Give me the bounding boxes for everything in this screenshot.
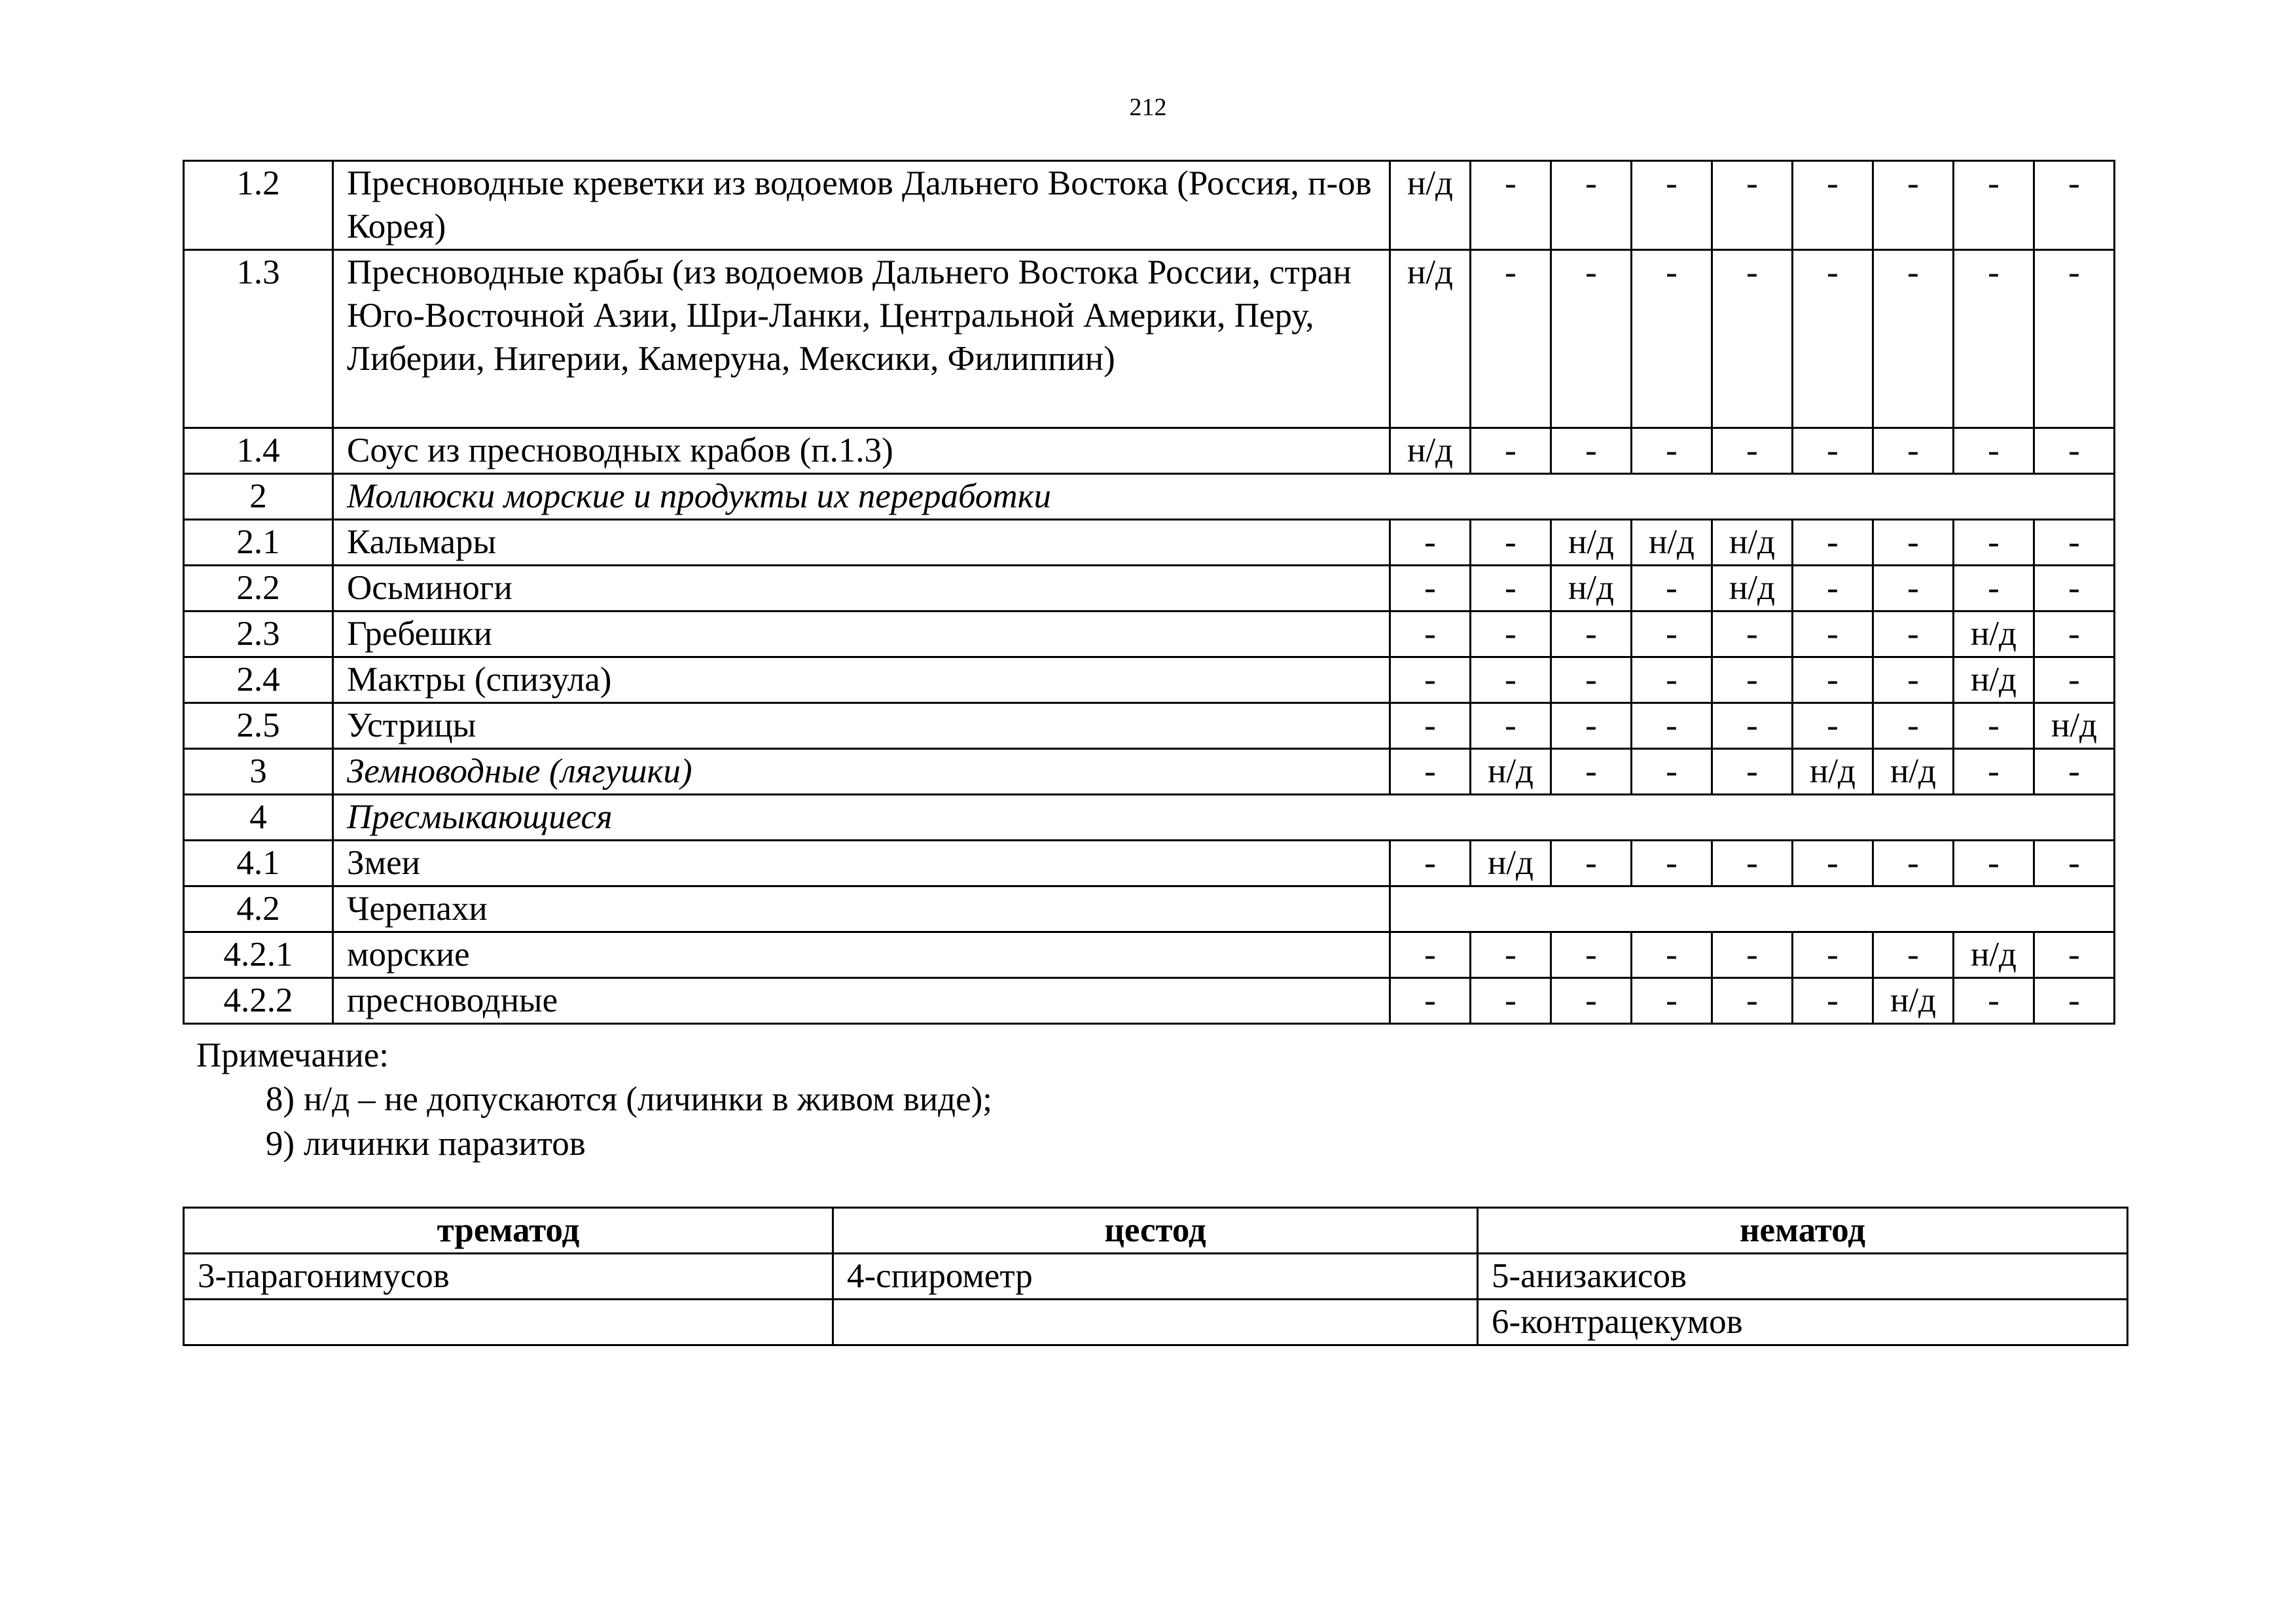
value-cell: - xyxy=(1551,611,1632,657)
row-name: пресноводные xyxy=(333,978,1390,1024)
value-cell: - xyxy=(1632,841,1712,886)
value-cell: - xyxy=(1954,841,2034,886)
row-name: Пресноводные крабы (из водоемов Дальнего Востока России, стран Юго-Восточной Азии, Шри-Ланки, Центральной Америки, Перу, Либерии, Нигерии, Камеруна, Мексики, Филиппин) xyxy=(333,250,1390,428)
table-row xyxy=(184,520,2115,566)
value-cell: - xyxy=(1954,566,2034,611)
legend-cell: 4-спирометр xyxy=(833,1254,1478,1300)
value-cell: - xyxy=(1712,703,1793,749)
value-cell: - xyxy=(1632,749,1712,795)
value-cell: - xyxy=(1551,703,1632,749)
note-list xyxy=(242,1077,992,1166)
value-cell: - xyxy=(1954,749,2034,795)
table-row xyxy=(184,161,2115,250)
value-cell: - xyxy=(2034,657,2115,703)
value-cell: н/д xyxy=(1712,566,1793,611)
value-cell: - xyxy=(1873,657,1954,703)
row-number: 1.3 xyxy=(184,250,333,428)
row-name: Земноводные (лягушки) xyxy=(333,749,1390,795)
legend-header-nematodes: нематод xyxy=(1478,1208,2128,1254)
note-item xyxy=(242,1077,992,1122)
value-cell: - xyxy=(2034,932,2115,978)
value-cell: н/д xyxy=(1471,841,1551,886)
row-number: 2 xyxy=(184,474,333,520)
value-cell: - xyxy=(1632,566,1712,611)
value-cell: - xyxy=(2034,841,2115,886)
value-cell: - xyxy=(1632,161,1712,250)
value-cell: - xyxy=(1390,932,1471,978)
value-cell: - xyxy=(1954,250,2034,428)
row-name: Моллюски морские и продукты их переработки xyxy=(333,474,2115,520)
value-cell: - xyxy=(1873,566,1954,611)
note-item-text: н/д – не допускаются (личинки в живом виде); xyxy=(304,1080,993,1118)
value-cell: н/д xyxy=(1551,520,1632,566)
value-cell: - xyxy=(1471,978,1551,1024)
table-row xyxy=(184,657,2115,703)
row-number: 1.4 xyxy=(184,428,333,474)
value-cell: - xyxy=(1712,428,1793,474)
value-cell: - xyxy=(1632,703,1712,749)
note-item-number: 9) xyxy=(265,1125,295,1163)
value-cell: - xyxy=(1954,161,2034,250)
value-cell: - xyxy=(1390,978,1471,1024)
value-cell: - xyxy=(1551,250,1632,428)
row-name: Черепахи xyxy=(333,886,1390,932)
value-cell: - xyxy=(1712,841,1793,886)
row-number: 4.2 xyxy=(184,886,333,932)
value-cell: - xyxy=(1873,250,1954,428)
note-item-number: 8) xyxy=(265,1080,295,1118)
value-cell: - xyxy=(1793,657,1873,703)
row-number: 4.2.1 xyxy=(184,932,333,978)
table-row xyxy=(184,703,2115,749)
row-number: 2.3 xyxy=(184,611,333,657)
value-cell: н/д xyxy=(1954,932,2034,978)
value-cell: - xyxy=(2034,520,2115,566)
value-cell: - xyxy=(1471,250,1551,428)
value-cell: - xyxy=(1712,932,1793,978)
value-cell: н/д xyxy=(1390,428,1471,474)
value-cell: - xyxy=(1551,978,1632,1024)
value-cell: н/д xyxy=(1954,657,2034,703)
value-cell: - xyxy=(1632,428,1712,474)
note-title: Примечание: xyxy=(196,1036,389,1074)
value-cell: - xyxy=(1551,841,1632,886)
value-cell: - xyxy=(1471,520,1551,566)
row-name: Соус из пресноводных крабов (п.1.3) xyxy=(333,428,1390,474)
value-cell: - xyxy=(1390,520,1471,566)
value-cell: н/д xyxy=(1390,250,1471,428)
row-number: 2.2 xyxy=(184,566,333,611)
note-item xyxy=(242,1122,992,1166)
value-cell: - xyxy=(1793,566,1873,611)
row-number: 2.5 xyxy=(184,703,333,749)
value-cell: - xyxy=(1712,611,1793,657)
value-cell: - xyxy=(1873,841,1954,886)
value-cell: - xyxy=(1712,161,1793,250)
row-name: Устрицы xyxy=(333,703,1390,749)
value-cell: - xyxy=(1793,703,1873,749)
table-row xyxy=(184,886,2115,932)
value-cell: н/д xyxy=(2034,703,2115,749)
row-name: Гребешки xyxy=(333,611,1390,657)
row-name: Змеи xyxy=(333,841,1390,886)
value-cell: - xyxy=(1712,250,1793,428)
row-number: 3 xyxy=(184,749,333,795)
row-number: 2.4 xyxy=(184,657,333,703)
value-cell: - xyxy=(1873,161,1954,250)
value-cell: - xyxy=(1471,428,1551,474)
value-cell: - xyxy=(2034,428,2115,474)
value-cell: н/д xyxy=(1632,520,1712,566)
value-cell: н/д xyxy=(1793,749,1873,795)
value-cell: - xyxy=(1390,841,1471,886)
value-cell: - xyxy=(2034,749,2115,795)
table-row xyxy=(184,749,2115,795)
value-cell: - xyxy=(1954,703,2034,749)
value-cell: - xyxy=(2034,250,2115,428)
value-cell: - xyxy=(1793,428,1873,474)
value-cell: - xyxy=(1793,611,1873,657)
table-row xyxy=(184,932,2115,978)
legend-cell: 3-парагонимусов xyxy=(184,1254,833,1300)
value-cell: н/д xyxy=(1954,611,2034,657)
value-cell: - xyxy=(1873,703,1954,749)
value-cell: - xyxy=(1390,611,1471,657)
value-cell: - xyxy=(1551,749,1632,795)
table-row xyxy=(184,841,2115,886)
value-cell: - xyxy=(1873,428,1954,474)
row-name: Пресмыкающиеся xyxy=(333,795,2115,841)
legend-header-cestodes: цестод xyxy=(833,1208,1478,1254)
row-name: Осьминоги xyxy=(333,566,1390,611)
value-cell: - xyxy=(2034,611,2115,657)
value-cell: - xyxy=(1471,161,1551,250)
value-cell: - xyxy=(1632,932,1712,978)
legend-cell: 5-анизакисов xyxy=(1478,1254,2128,1300)
row-name: Мактры (спизула) xyxy=(333,657,1390,703)
value-cell: - xyxy=(1873,932,1954,978)
value-cell: - xyxy=(1390,749,1471,795)
value-cell: - xyxy=(1551,428,1632,474)
value-cell: - xyxy=(1632,978,1712,1024)
row-number: 2.1 xyxy=(184,520,333,566)
note-item-text: личинки паразитов xyxy=(304,1125,586,1163)
legend-cell: 6-контрацекумов xyxy=(1478,1300,2128,1345)
main-table xyxy=(183,160,2115,1025)
legend-row xyxy=(184,1254,2128,1300)
value-cell: - xyxy=(1954,978,2034,1024)
row-number: 4 xyxy=(184,795,333,841)
value-cell: - xyxy=(1954,428,2034,474)
value-cell: - xyxy=(1954,520,2034,566)
table-row xyxy=(184,611,2115,657)
row-number: 1.2 xyxy=(184,161,333,250)
value-cell: - xyxy=(2034,566,2115,611)
legend-cell xyxy=(833,1300,1478,1345)
row-name: морские xyxy=(333,932,1390,978)
value-cell: - xyxy=(1793,978,1873,1024)
legend-header-row xyxy=(184,1208,2128,1254)
value-cell: - xyxy=(2034,161,2115,250)
parasite-legend-table xyxy=(183,1207,2128,1346)
value-cell: - xyxy=(1471,611,1551,657)
value-cell: - xyxy=(1873,611,1954,657)
value-cell: - xyxy=(1873,520,1954,566)
value-cell: - xyxy=(1793,161,1873,250)
table-row xyxy=(184,474,2115,520)
table-row xyxy=(184,795,2115,841)
value-cell: - xyxy=(1712,657,1793,703)
value-cell: - xyxy=(1471,932,1551,978)
value-cell: н/д xyxy=(1471,749,1551,795)
value-cell: - xyxy=(1551,657,1632,703)
value-cell: - xyxy=(1471,703,1551,749)
value-cell: - xyxy=(1793,932,1873,978)
value-cell: - xyxy=(1632,611,1712,657)
legend-cell xyxy=(184,1300,833,1345)
table-row xyxy=(184,428,2115,474)
value-cell: н/д xyxy=(1712,520,1793,566)
row-number: 4.2.2 xyxy=(184,978,333,1024)
value-cell: н/д xyxy=(1873,978,1954,1024)
row-number: 4.1 xyxy=(184,841,333,886)
blank-values-cell xyxy=(1390,886,2115,932)
value-cell: - xyxy=(1632,657,1712,703)
page-number: 212 xyxy=(1129,94,1167,121)
value-cell: - xyxy=(1390,566,1471,611)
value-cell: - xyxy=(1712,749,1793,795)
value-cell: - xyxy=(2034,978,2115,1024)
value-cell: - xyxy=(1551,161,1632,250)
row-name: Пресноводные креветки из водоемов Дальнего Востока (Россия, п-ов Корея) xyxy=(333,161,1390,250)
table-row xyxy=(184,566,2115,611)
value-cell: - xyxy=(1712,978,1793,1024)
value-cell: - xyxy=(1471,657,1551,703)
legend-row xyxy=(184,1300,2128,1345)
row-name: Кальмары xyxy=(333,520,1390,566)
value-cell: - xyxy=(1793,520,1873,566)
value-cell: - xyxy=(1793,250,1873,428)
value-cell: - xyxy=(1793,841,1873,886)
value-cell: н/д xyxy=(1390,161,1471,250)
value-cell: н/д xyxy=(1873,749,1954,795)
value-cell: - xyxy=(1632,250,1712,428)
legend-header-trematodes: трематод xyxy=(184,1208,833,1254)
value-cell: - xyxy=(1551,932,1632,978)
value-cell: - xyxy=(1390,703,1471,749)
value-cell: - xyxy=(1471,566,1551,611)
value-cell: н/д xyxy=(1551,566,1632,611)
table-row xyxy=(184,250,2115,428)
value-cell: - xyxy=(1390,657,1471,703)
table-row xyxy=(184,978,2115,1024)
